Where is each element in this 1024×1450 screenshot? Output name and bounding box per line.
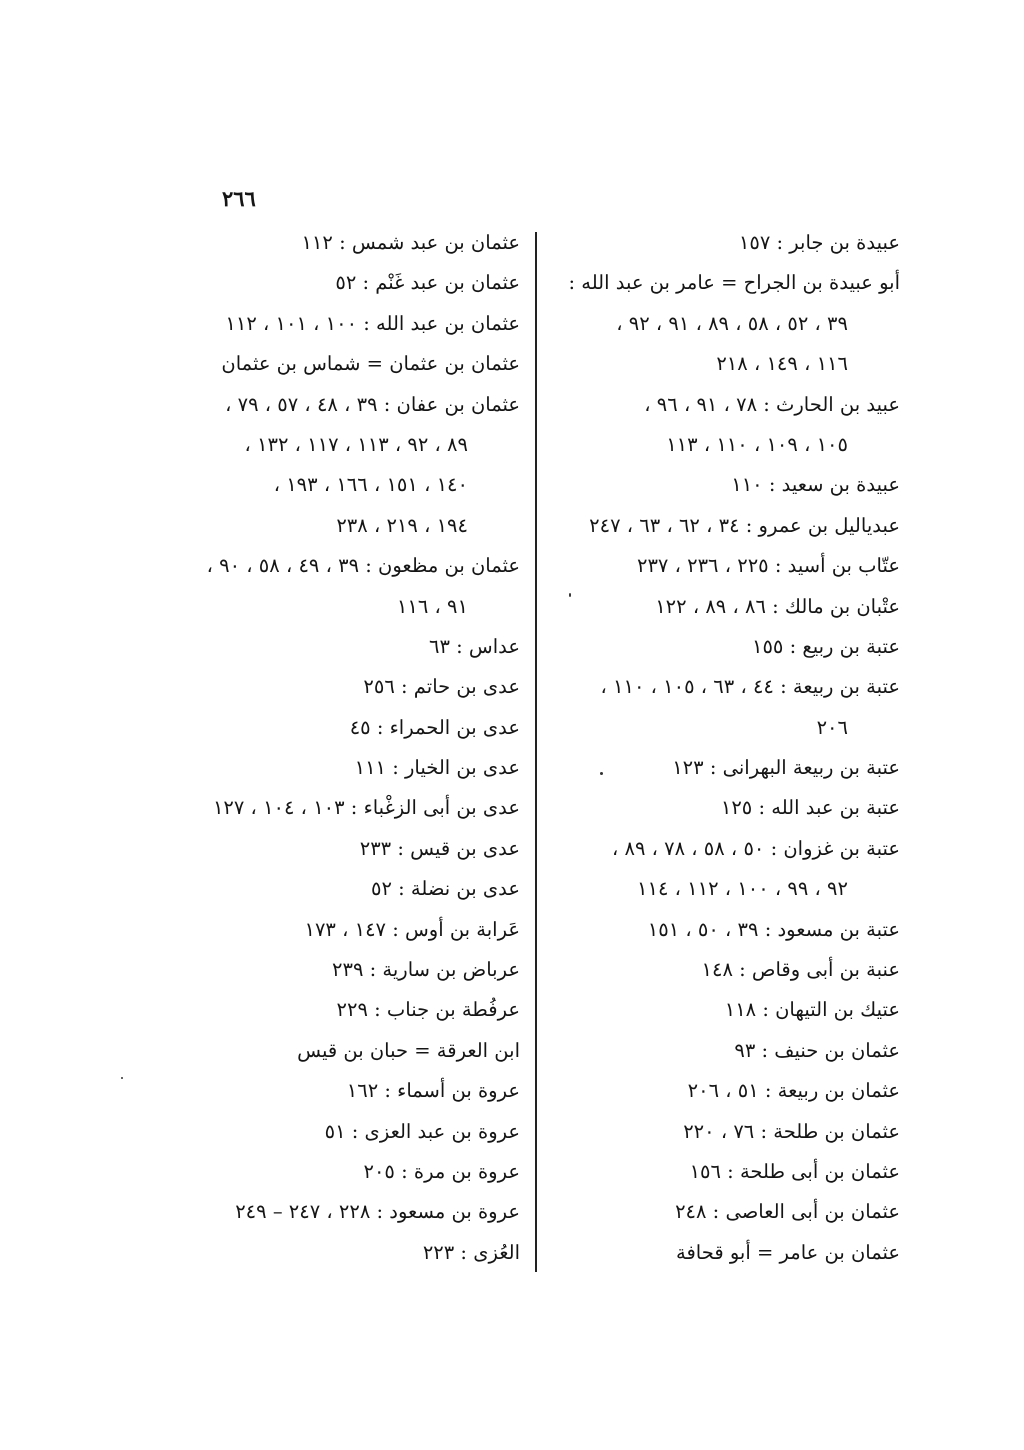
column-divider — [535, 232, 537, 1272]
index-entry: عداس : ٦٣ — [428, 634, 520, 658]
index-entry: عَرابة بن أوس : ١٤٧ ، ١٧٣ — [304, 917, 520, 941]
index-entry: عثمان بن عبد الله : ١٠٠ ، ١٠١ ، ١١٢ — [225, 311, 520, 335]
index-entry-continuation: ٣٩ ، ٥٢ ، ٥٨ ، ٨٩ ، ٩١ ، ٩٢ ، — [616, 311, 848, 335]
index-entry-continuation: ١٠٥ ، ١٠٩ ، ١١٠ ، ١١٣ — [666, 432, 848, 456]
page-number: ٢٦٦ — [222, 186, 256, 211]
index-entry-continuation: ١١٦ ، ١٤٩ ، ٢١٨ — [716, 352, 848, 376]
index-entry: أبو عبيدة بن الجراح = عامر بن عبد الله : — [568, 271, 900, 295]
index-entry: عبيدة بن جابر : ١٥٧ — [738, 231, 900, 254]
index-entry-continuation: ١٤٠ ، ١٥١ ، ١٦٦ ، ١٩٣ ، — [273, 473, 468, 497]
index-entry: عدى بن الحمراء : ٤٥ — [349, 715, 520, 739]
index-entry: عتيك بن التيهان : ١١٨ — [724, 998, 900, 1022]
scan-speck — [600, 772, 603, 775]
index-entry: عتبة بن ربيعة : ٤٤ ، ٦٣ ، ١٠٥ ، ١١٠ ، — [600, 675, 900, 699]
index-entry: عتبة بن مسعود : ٣٩ ، ٥٠ ، ١٥١ — [647, 917, 900, 941]
index-entry: عروة بن مسعود : ٢٢٨ ، ٢٤٧ – ٢٤٩ — [235, 1200, 520, 1224]
index-entry: عتْبان بن مالك : ٨٦ ، ٨٩ ، ١٢٢ — [655, 594, 900, 618]
index-entry: عثمان بن عفان : ٣٩ ، ٤٨ ، ٥٧ ، ٧٩ ، — [225, 392, 520, 416]
left-column — [180, 223, 520, 1273]
index-entry: عتّاب بن أسيد : ٢٢٥ ، ٢٣٦ ، ٢٣٧ — [636, 554, 900, 578]
right-column — [560, 223, 900, 1273]
index-entry: عتبة بن ربيعة البهرانى : ١٢٣ — [672, 756, 900, 780]
index-entry: ابن العرقة = حبان بن قيس — [297, 1038, 520, 1062]
index-entry-continuation: ٨٩ ، ٩٢ ، ١١٣ ، ١١٧ ، ١٣٢ ، — [244, 432, 468, 456]
index-entry: عثمان بن حنيف : ٩٣ — [734, 1038, 900, 1062]
index-entry: عدى بن نضلة : ٥٢ — [371, 877, 520, 901]
index-entry-continuation: ٩١ ، ١١٦ — [396, 594, 468, 618]
index-entry: عثمان بن عبد غَنْم : ٥٢ — [335, 271, 520, 295]
index-entry: عرباض بن سارية : ٢٣٩ — [332, 958, 520, 982]
index-entry: عثمان بن عبد شمس : ١١٢ — [301, 231, 520, 254]
index-entry-continuation: ٩٢ ، ٩٩ ، ١٠٠ ، ١١٢ ، ١١٤ — [637, 877, 848, 901]
index-entry: عثمان بن أبى العاصى : ٢٤٨ — [675, 1200, 900, 1224]
index-entry: عثمان بن طلحة : ٧٦ ، ٢٢٠ — [683, 1119, 900, 1143]
index-entry: عروة بن مرة : ٢٠٥ — [363, 1159, 520, 1183]
index-entry: عثمان بن ربيعة : ٥١ ، ٢٠٦ — [687, 1079, 900, 1103]
index-entry: عدى بن قيس : ٢٣٣ — [359, 836, 520, 860]
index-entry: عروة بن عبد العزى : ٥١ — [324, 1119, 520, 1143]
index-entry: عبيد بن الحارث : ٧٨ ، ٩١ ، ٩٦ ، — [644, 392, 900, 416]
index-entry: عثمان بن مظعون : ٣٩ ، ٤٩ ، ٥٨ ، ٩٠ ، — [206, 554, 520, 578]
index-entry: عدى بن الخيار : ١١١ — [354, 756, 520, 780]
index-entry: عروة بن أسماء : ١٦٢ — [346, 1079, 520, 1103]
scan-speck — [569, 593, 571, 597]
index-entry: عبدياليل بن عمرو : ٣٤ ، ٦٢ ، ٦٣ ، ٢٤٧ — [589, 513, 900, 537]
index-entry-continuation: ١٩٤ ، ٢١٩ ، ٢٣٨ — [336, 513, 468, 537]
index-entry: عثمان بن عامر = أبو قحافة — [676, 1240, 900, 1264]
index-entry: العُزى : ٢٢٣ — [422, 1240, 520, 1264]
index-entry: عتبة بن غزوان : ٥٠ ، ٥٨ ، ٧٨ ، ٨٩ ، — [611, 836, 900, 860]
index-entry: عتبة بن عبد الله : ١٢٥ — [720, 796, 900, 820]
index-entry: عنبة بن أبى وقاص : ١٤٨ — [701, 958, 900, 982]
index-entry-continuation: ٢٠٦ — [816, 715, 848, 739]
index-entry: عبيدة بن سعيد : ١١٠ — [731, 473, 900, 497]
index-entry: عرفُطة بن جناب : ٢٢٩ — [336, 998, 520, 1022]
index-entry: عدى بن أبى الزغْباء : ١٠٣ ، ١٠٤ ، ١٢٧ — [212, 796, 520, 820]
scan-speck — [121, 1077, 123, 1079]
index-entry: عتبة بن ربيع : ١٥٥ — [751, 634, 900, 658]
index-entry: عثمان بن أبى طلحة : ١٥٦ — [689, 1159, 900, 1183]
index-entry: عثمان بن عثمان = شماس بن عثمان — [221, 352, 520, 376]
index-entry: عدى بن حاتم : ٢٥٦ — [363, 675, 520, 699]
